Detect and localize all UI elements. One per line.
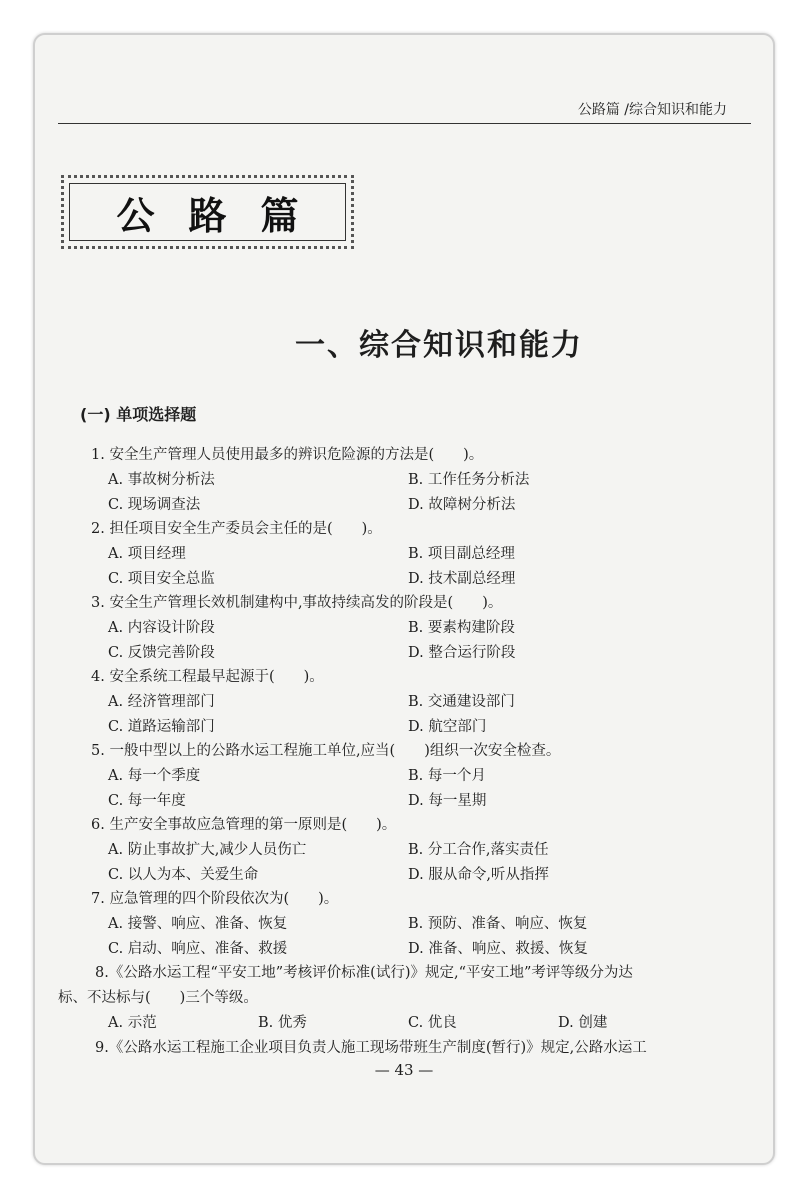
option: A. 事故树分析法 <box>108 472 215 488</box>
option: B. 工作任务分析法 <box>408 472 530 488</box>
book-page <box>33 33 775 1165</box>
option: A. 项目经理 <box>108 546 186 562</box>
option: D. 每一星期 <box>408 793 487 809</box>
option: D. 创建 <box>558 1015 608 1031</box>
option: C. 启动、响应、准备、救援 <box>108 941 288 957</box>
section-title: (一) 单项选择题 <box>80 405 197 424</box>
option: C. 反馈完善阶段 <box>108 645 215 661</box>
option: B. 预防、准备、响应、恢复 <box>408 916 588 932</box>
option: C. 道路运输部门 <box>108 719 215 735</box>
option: A. 内容设计阶段 <box>108 620 215 636</box>
option: D. 技术副总经理 <box>408 571 516 587</box>
option: C. 项目安全总监 <box>108 571 215 587</box>
option: D. 服从命令,听从指挥 <box>408 867 549 883</box>
option: C. 优良 <box>408 1015 457 1031</box>
option: A. 示范 <box>108 1015 157 1031</box>
option: B. 优秀 <box>258 1015 307 1031</box>
option: A. 每一个季度 <box>108 768 201 784</box>
running-header: 公路篇 /综合知识和能力 <box>577 102 727 118</box>
question-stem: 8.《公路水运工程“平安工地”考核评价标准(试行)》规定,“平安工地”考评等级分为达 <box>95 965 633 981</box>
option: D. 故障树分析法 <box>408 497 516 513</box>
part-badge: 公路篇 <box>69 183 346 241</box>
option: C. 以人为本、关爱生命 <box>108 867 259 883</box>
option: B. 分工合作,落实责任 <box>408 842 549 858</box>
chapter-title: 一、综合知识和能力 <box>295 328 583 363</box>
option: A. 接警、响应、准备、恢复 <box>108 916 288 932</box>
question-stem: 3. 安全生产管理长效机制建构中,事故持续高发的阶段是( )。 <box>91 595 503 611</box>
question-stem: 5. 一般中型以上的公路水运工程施工单位,应当( )组织一次安全检查。 <box>91 743 561 759</box>
option: C. 现场调查法 <box>108 497 201 513</box>
question-stem: 7. 应急管理的四个阶段依次为( )。 <box>91 891 339 907</box>
option: D. 航空部门 <box>408 719 487 735</box>
option: B. 项目副总经理 <box>408 546 515 562</box>
question-stem: 6. 生产安全事故应急管理的第一原则是( )。 <box>91 817 397 833</box>
option: A. 经济管理部门 <box>108 694 215 710</box>
question-stem: 1. 安全生产管理人员使用最多的辨识危险源的方法是( )。 <box>91 447 484 463</box>
question-stem: 4. 安全系统工程最早起源于( )。 <box>91 669 324 685</box>
option: B. 每一个月 <box>408 768 486 784</box>
option: B. 交通建设部门 <box>408 694 515 710</box>
option: A. 防止事故扩大,减少人员伤亡 <box>108 842 307 858</box>
option: C. 每一年度 <box>108 793 186 809</box>
option: D. 准备、响应、救援、恢复 <box>408 941 588 957</box>
part-badge-frame <box>61 175 354 249</box>
header-rule <box>58 123 751 124</box>
question-stem: 9.《公路水运工程施工企业项目负责人施工现场带班生产制度(暂行)》规定,公路水运工 <box>95 1040 647 1056</box>
question-stem-continued: 标、不达标与( )三个等级。 <box>58 990 258 1006</box>
question-stem: 2. 担任项目安全生产委员会主任的是( )。 <box>91 521 382 537</box>
option: B. 要素构建阶段 <box>408 620 515 636</box>
page-number: — 43 — <box>374 1061 434 1079</box>
option: D. 整合运行阶段 <box>408 645 516 661</box>
